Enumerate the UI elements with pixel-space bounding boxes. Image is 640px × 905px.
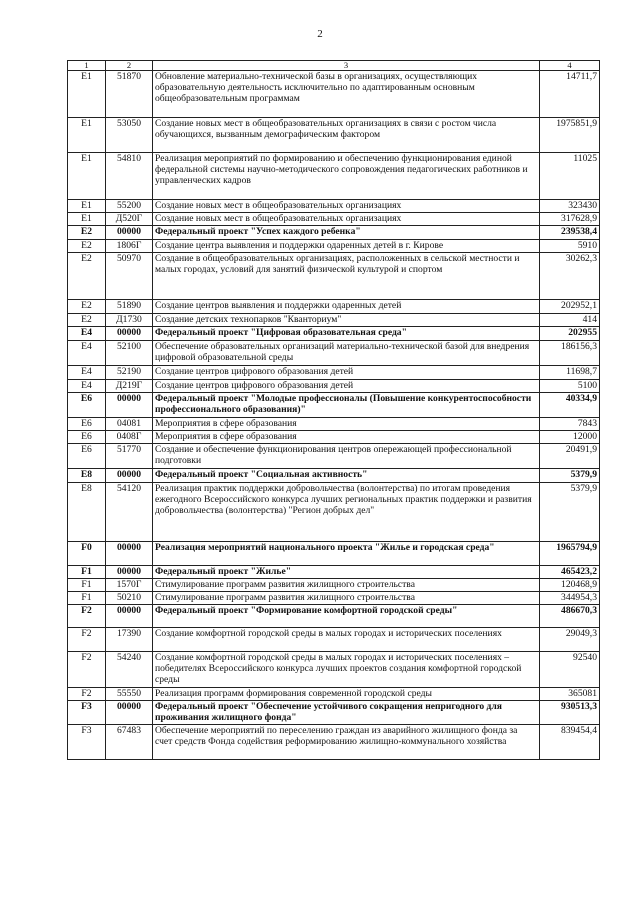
row-amount: 465423,2 [540,566,600,579]
row-code: E1 [68,118,106,153]
row-amount: 11025 [540,153,600,200]
row-amount: 5910 [540,240,600,253]
table-row [68,393,600,418]
row-code: E4 [68,380,106,393]
row-subcode: 17390 [106,628,153,652]
row-amount: 5379,9 [540,469,600,483]
table-row [68,725,600,760]
table-row [68,380,600,393]
row-subcode: 00000 [106,226,153,240]
row-description: Реализация практик поддержки добровольчества (волонтерства) по итогам проведения ежегодного Всероссийского конкурса лучших региональных практик поддержки и развития добровольчества (волонтерства) "Регион добрых дел" [153,483,540,542]
row-subcode: 00000 [106,393,153,418]
table-header-row [68,61,600,71]
row-description: Стимулирование программ развития жилищного строительства [153,579,540,592]
row-subcode: 0408Г [106,431,153,444]
row-code: F2 [68,628,106,652]
column-header: 1 [68,61,106,71]
row-amount: 202952,1 [540,300,600,314]
row-description: Федеральный проект "Социальная активность" [153,469,540,483]
row-code: E8 [68,469,106,483]
row-subcode: 52100 [106,341,153,366]
row-description: Реализация программ формирования современной городской среды [153,688,540,701]
table-row [68,444,600,469]
row-subcode: 55550 [106,688,153,701]
table-row [68,701,600,725]
row-description: Создание комфортной городской среды в малых городах и исторических поселениях [153,628,540,652]
row-description: Создание и обеспечение функционирования центров опережающей профессиональной подготовки [153,444,540,469]
row-amount: 120468,9 [540,579,600,592]
row-code: E6 [68,393,106,418]
row-code: E6 [68,444,106,469]
row-description: Мероприятия в сфере образования [153,418,540,431]
row-amount: 344954,3 [540,592,600,605]
table-row [68,592,600,605]
row-description: Обновление материально-технической базы в организациях, осуществляющих образовательную деятельность исключительно по адаптированным основным общеобразовательным программам [153,71,540,118]
row-subcode: 54120 [106,483,153,542]
table-body [68,71,600,760]
row-subcode: 1806Г [106,240,153,253]
row-description: Федеральный проект "Формирование комфортной городской среды" [153,605,540,628]
table-row [68,469,600,483]
column-header: 2 [106,61,153,71]
row-description: Создание комфортной городской среды в малых городах и исторических поселениях – победителях Всероссийского конкурса лучших проектов создания комфортной городской среды [153,652,540,688]
row-amount: 14711,7 [540,71,600,118]
row-subcode: 53050 [106,118,153,153]
row-description: Создание центров выявления и поддержки одаренных детей [153,300,540,314]
row-code: E4 [68,341,106,366]
row-amount: 12000 [540,431,600,444]
row-subcode: 50970 [106,253,153,300]
row-subcode: Д1730 [106,314,153,327]
row-description: Стимулирование программ развития жилищного строительства [153,592,540,605]
row-code: E4 [68,366,106,380]
row-description: Создание новых мест в общеобразовательных организациях [153,213,540,226]
row-description: Создание центра выявления и поддержки одаренных детей в г. Кирове [153,240,540,253]
row-amount: 11698,7 [540,366,600,380]
table-row [68,253,600,300]
row-subcode: 00000 [106,701,153,725]
table-row [68,652,600,688]
row-code: E8 [68,483,106,542]
row-subcode: 00000 [106,327,153,341]
row-code: F1 [68,592,106,605]
row-subcode: 51870 [106,71,153,118]
row-description: Федеральный проект "Цифровая образовательная среда" [153,327,540,341]
row-code: F2 [68,688,106,701]
row-subcode: 00000 [106,469,153,483]
row-amount: 239538,4 [540,226,600,240]
row-description: Федеральный проект "Успех каждого ребенка" [153,226,540,240]
budget-table [67,60,600,760]
row-description: Федеральный проект "Жилье" [153,566,540,579]
row-code: F3 [68,725,106,760]
table-row [68,605,600,628]
row-description: Создание новых мест в общеобразовательных организациях в связи с ростом числа обучающихся, вызванным демографическим фактором [153,118,540,153]
row-code: E2 [68,253,106,300]
row-description: Реализация мероприятий по формированию и обеспечению функционирования единой федеральной системы научно-методического сопровождения педагогических работников и управленческих кадров [153,153,540,200]
row-code: E2 [68,300,106,314]
row-subcode: 52190 [106,366,153,380]
row-subcode: 51770 [106,444,153,469]
row-description: Реализация мероприятий национального проекта "Жилье и городская среда" [153,542,540,566]
row-code: F1 [68,566,106,579]
row-description: Федеральный проект "Обеспечение устойчивого сокращения непригодного для проживания жилищного фонда" [153,701,540,725]
row-code: E4 [68,327,106,341]
row-amount: 1965794,9 [540,542,600,566]
column-header: 3 [153,61,540,71]
row-description: Создание центров цифрового образования детей [153,380,540,393]
row-subcode: Д520Г [106,213,153,226]
row-code: E6 [68,431,106,444]
page-number: 2 [317,28,323,40]
row-description: Федеральный проект "Молодые профессионалы (Повышение конкурентоспособности профессионального образования)" [153,393,540,418]
row-amount: 486670,3 [540,605,600,628]
row-amount: 30262,3 [540,253,600,300]
row-code: F3 [68,701,106,725]
row-code: E1 [68,71,106,118]
row-subcode: 55200 [106,200,153,213]
row-code: E6 [68,418,106,431]
row-amount: 92540 [540,652,600,688]
row-amount: 414 [540,314,600,327]
row-description: Обеспечение образовательных организаций материально-технической базой для внедрения цифровой образовательной среды [153,341,540,366]
row-subcode: 50210 [106,592,153,605]
row-code: F2 [68,605,106,628]
row-amount: 5379,9 [540,483,600,542]
row-subcode: 1570Г [106,579,153,592]
row-amount: 323430 [540,200,600,213]
row-description: Обеспечение мероприятий по переселению граждан из аварийного жилищного фонда за счет средств Фонда содействия реформированию жилищно-коммунального хозяйства [153,725,540,760]
column-header: 4 [540,61,600,71]
table-row [68,200,600,213]
row-code: F0 [68,542,106,566]
table-row [68,71,600,118]
table-row [68,213,600,226]
table-row [68,118,600,153]
row-subcode: Д219Г [106,380,153,393]
table-row [68,431,600,444]
row-description: Мероприятия в сфере образования [153,431,540,444]
table-row [68,240,600,253]
row-code: E1 [68,213,106,226]
row-subcode: 51890 [106,300,153,314]
row-code: E2 [68,240,106,253]
row-subcode: 54810 [106,153,153,200]
row-description: Создание в общеобразовательных организациях, расположенных в сельской местности и малых городах, условий для занятий физической культурой и спортом [153,253,540,300]
table-row [68,483,600,542]
row-amount: 202955 [540,327,600,341]
table-row [68,579,600,592]
row-subcode: 67483 [106,725,153,760]
row-code: E2 [68,226,106,240]
table-row [68,566,600,579]
table-row [68,300,600,314]
table-row [68,418,600,431]
row-amount: 839454,4 [540,725,600,760]
table-row [68,153,600,200]
row-description: Создание новых мест в общеобразовательных организациях [153,200,540,213]
row-subcode: 00000 [106,542,153,566]
table-row [68,366,600,380]
row-subcode: 00000 [106,566,153,579]
row-amount: 20491,9 [540,444,600,469]
row-amount: 7843 [540,418,600,431]
row-amount: 186156,3 [540,341,600,366]
row-subcode: 04081 [106,418,153,431]
row-code: E1 [68,200,106,213]
table-row [68,226,600,240]
row-amount: 29049,3 [540,628,600,652]
row-description: Создание детских технопарков "Кванториум" [153,314,540,327]
row-amount: 40334,9 [540,393,600,418]
table-row [68,314,600,327]
row-amount: 5100 [540,380,600,393]
table-row [68,688,600,701]
row-code: E2 [68,314,106,327]
row-amount: 930513,3 [540,701,600,725]
table-row [68,628,600,652]
row-amount: 1975851,9 [540,118,600,153]
row-description: Создание центров цифрового образования детей [153,366,540,380]
row-amount: 365081 [540,688,600,701]
table-row [68,327,600,341]
table-row [68,341,600,366]
row-code: F2 [68,652,106,688]
row-subcode: 00000 [106,605,153,628]
row-subcode: 54240 [106,652,153,688]
table-row [68,542,600,566]
row-code: E1 [68,153,106,200]
row-amount: 317628,9 [540,213,600,226]
row-code: F1 [68,579,106,592]
